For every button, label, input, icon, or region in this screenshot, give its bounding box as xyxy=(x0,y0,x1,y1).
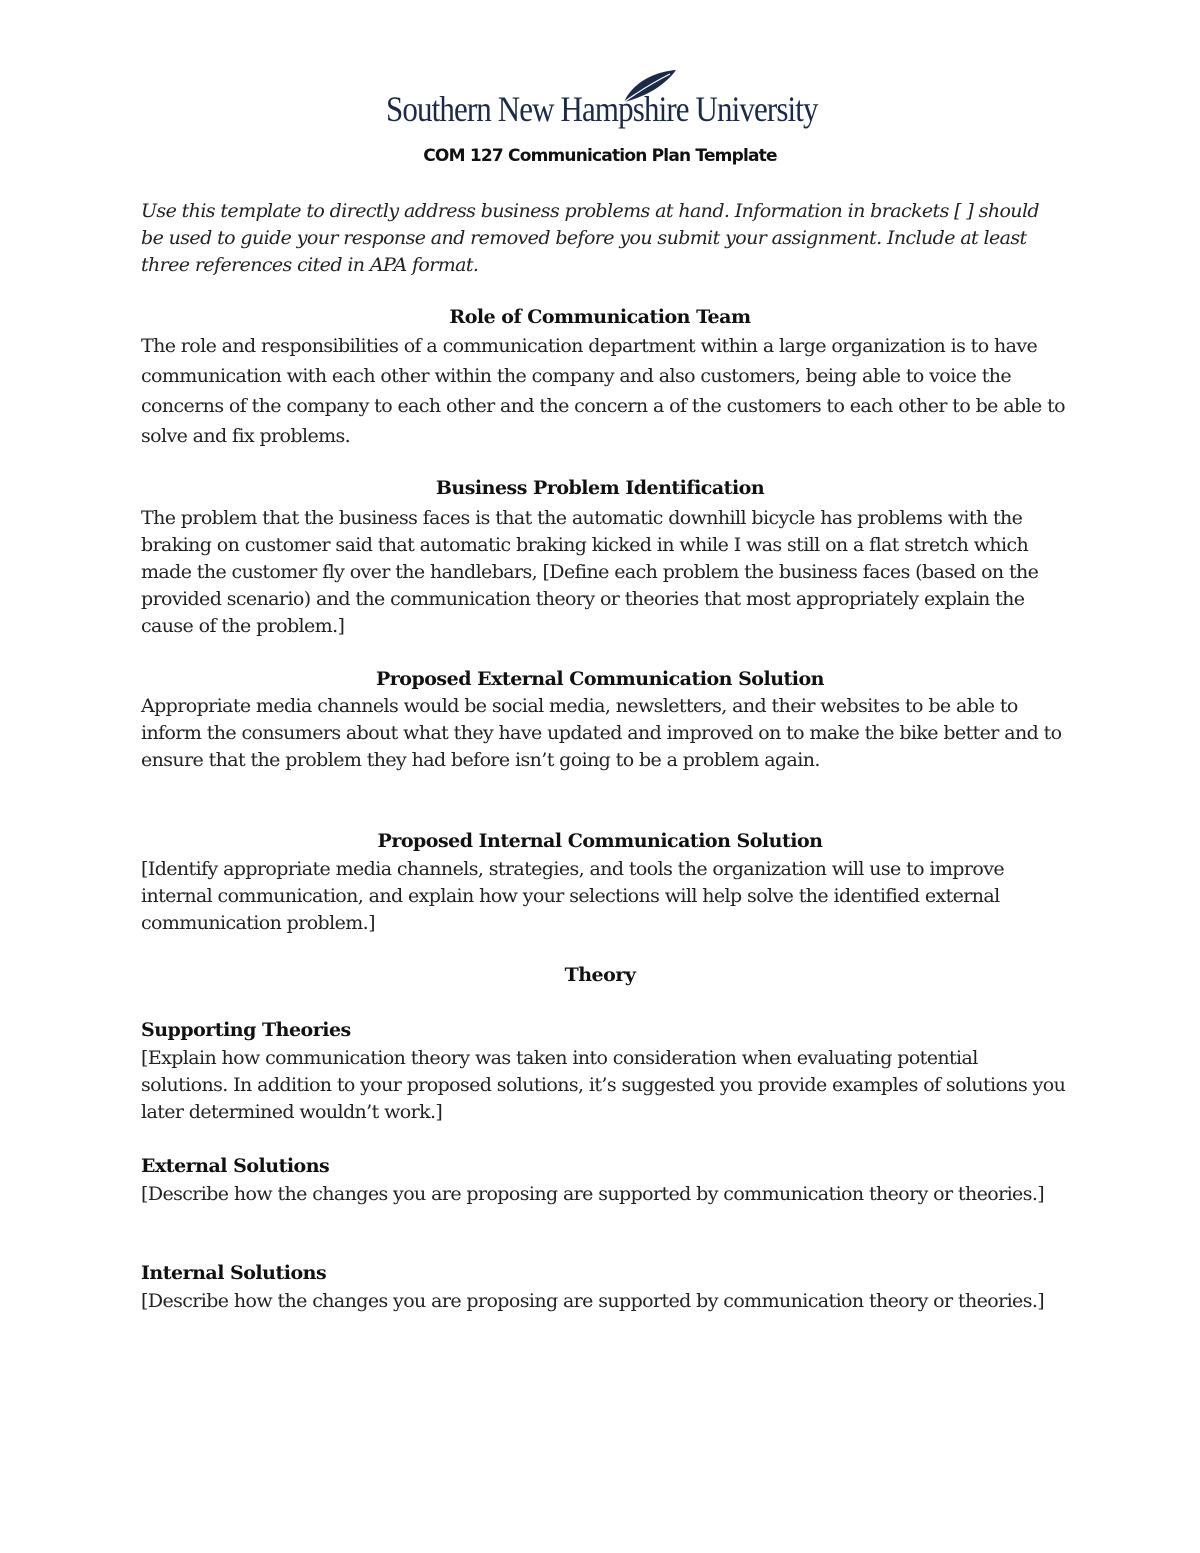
external-solutions-body: [Describe how the changes you are proposing are supported by communication theory or theories.] xyxy=(141,1183,1045,1205)
internal-solution-heading: Proposed Internal Communication Solution xyxy=(377,830,823,852)
supporting-theories-heading: Supporting Theories xyxy=(141,1019,351,1041)
role-heading: Role of Communication Team xyxy=(449,306,751,328)
supporting-theories-body: [Explain how communication theory was taken into consideration when evaluating potential solutions. In addition to your proposed solutions, it’s suggested you provide examples of solutions you later determined wouldn’t work.] xyxy=(141,1047,1066,1123)
external-solution-heading: Proposed External Communication Solution xyxy=(376,668,824,690)
role-body: The role and responsibilities of a communication department within a large organization is to have communication with each other within the company and also customers, being able to voice the concerns of the company to each other and the concern a of the customers to each other to be able to solve and fix problems. xyxy=(141,335,1065,447)
external-solutions-heading: External Solutions xyxy=(141,1155,330,1177)
internal-solution-body: [Identify appropriate media channels, strategies, and tools the organization will use to improve internal communication, and explain how your selections will help solve the identified external communication problem.] xyxy=(141,858,1004,934)
university-logo xyxy=(386,70,816,136)
logo-wordmark: Southern New Hampshire University xyxy=(386,89,818,129)
internal-solutions-heading: Internal Solutions xyxy=(141,1262,327,1284)
theory-heading: Theory xyxy=(564,964,636,986)
external-solution-body: Appropriate media channels would be social media, newsletters, and their websites to be able to inform the consumers about what they have updated and improved on to make the bike better and to ensure that the problem they had before isn’t going to be a problem again. xyxy=(141,695,1062,771)
problem-heading: Business Problem Identification xyxy=(435,477,765,499)
problem-body: The problem that the business faces is that the automatic downhill bicycle has problems with the braking on customer said that automatic braking kicked in while I was still on a flat stretch which made the customer fly over the handlebars, [Define each problem the business faces (based on the provided scenario) and the communication theory or theories that most appropriately explain the cause of the problem.] xyxy=(141,507,1039,637)
internal-solutions-body: [Describe how the changes you are proposing are supported by communication theory or theories.] xyxy=(141,1290,1045,1312)
document-title: COM 127 Communication Plan Template xyxy=(423,146,777,166)
instructions-paragraph: Use this template to directly address business problems at hand. Information in brackets [ ] should be used to guide your response and removed before you submit your assignment. Include at least three references cited in APA format. xyxy=(141,200,1039,276)
